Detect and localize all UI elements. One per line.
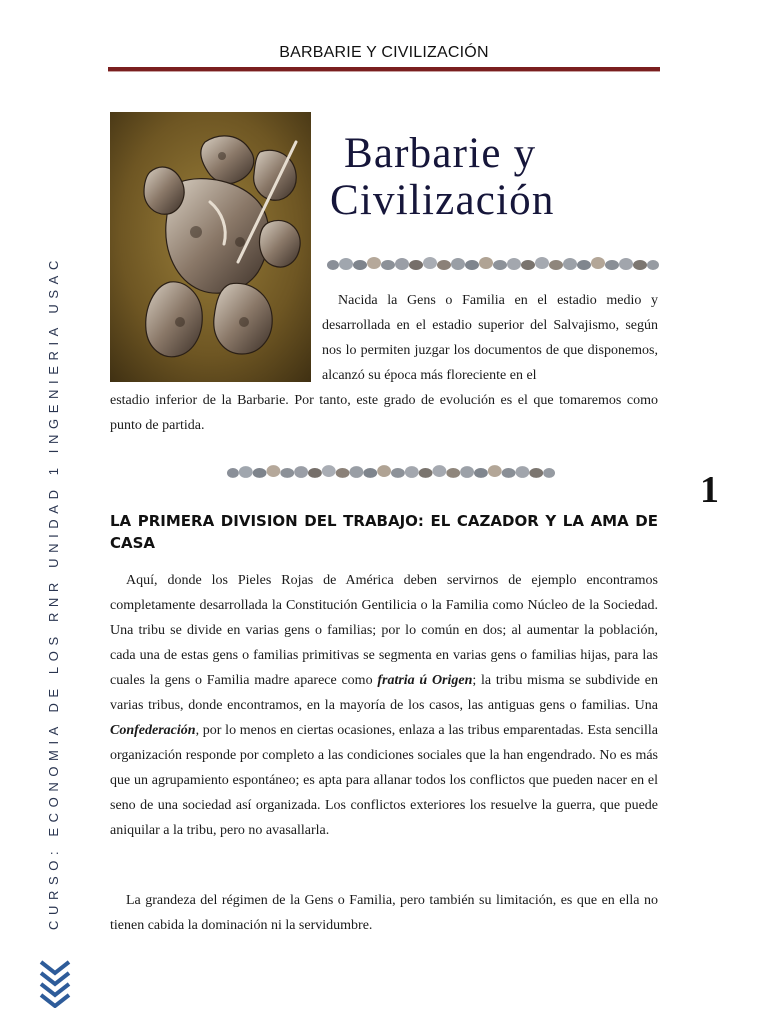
pebble-divider: [226, 461, 556, 483]
section-paragraph-1: [110, 568, 658, 843]
bronze-relief-image: [110, 112, 311, 382]
paragraph-text: La grandeza del régimen de la Gens o Familia, pero también su limitación, es que en ella no tienen cabida la dominación ni la servidumbre.: [110, 893, 658, 933]
term-confederacion: Confederación: [110, 723, 196, 738]
term-fratria: fratria ú Origen: [377, 673, 473, 688]
page-number: 1: [700, 469, 719, 511]
intro-paragraph-part-2: estadio inferior de la Barbarie. Por tanto, este grado de evolución es el que tomaremos como punto de partida.: [110, 393, 658, 433]
running-header: BARBARIE Y CIVILIZACIÓN: [279, 44, 489, 61]
section-paragraph-2: [110, 888, 658, 938]
pebble-divider: [326, 253, 660, 275]
paragraph-text: Aquí, donde los Pieles Rojas de América deben servirnos de ejemplo encontramos completamente desarrollada la Constitución Gentilicia o la Familia como Núcleo de la Sociedad. Una tribu se divide en varias gens o familias; por lo común en dos; al aumentar la población, cada una de estas gens o familias primitivas se segmenta en varias gens o familias hijas, para las cuales la gens o Familia madre aparece como: [110, 573, 658, 688]
header-rule: [108, 67, 660, 72]
chevron-down-icon: [38, 958, 72, 1008]
section-heading: LA PRIMERA DIVISION DEL TRABAJO: EL CAZADOR Y LA AMA DE CASA: [110, 512, 658, 552]
page-title: [330, 130, 630, 224]
title-line-1: Barbarie y: [344, 130, 537, 177]
intro-paragraph-part-1: [322, 288, 658, 388]
intro-text-1: Nacida la Gens o Familia en el estadio medio y desarrollada en el estadio superior del Salvajismo, según nos lo permiten juzgar los documentos de que disponemos, alcanzó su época más floreciente en el: [322, 293, 658, 383]
paragraph-text: ; la tribu misma se subdivide en varias tribus, donde encontramos, en la mayoría de los casos, las antiguas gens o familias. Una: [110, 673, 658, 713]
sidebar-course-text: CURSO: ECONOMIA DE LOS RNR UNIDAD 1 INGENIERIA USAC: [46, 255, 61, 930]
paragraph-text: , por lo menos en ciertas ocasiones, enlaza a las tribus emparentadas. Esta sencilla organización responde por completo a las condiciones sociales que la han engendrado. No es más que un agrupamiento espontáneo; es apta para allanar todos los conflictos que pueden nacer en el seno de una sociedad así organizada. Los conflictos exteriores los resuelve la guerra, que puede aniquilar a la tribu, pero no avasallarla.: [110, 723, 658, 838]
title-line-2: Civilización: [330, 177, 555, 224]
